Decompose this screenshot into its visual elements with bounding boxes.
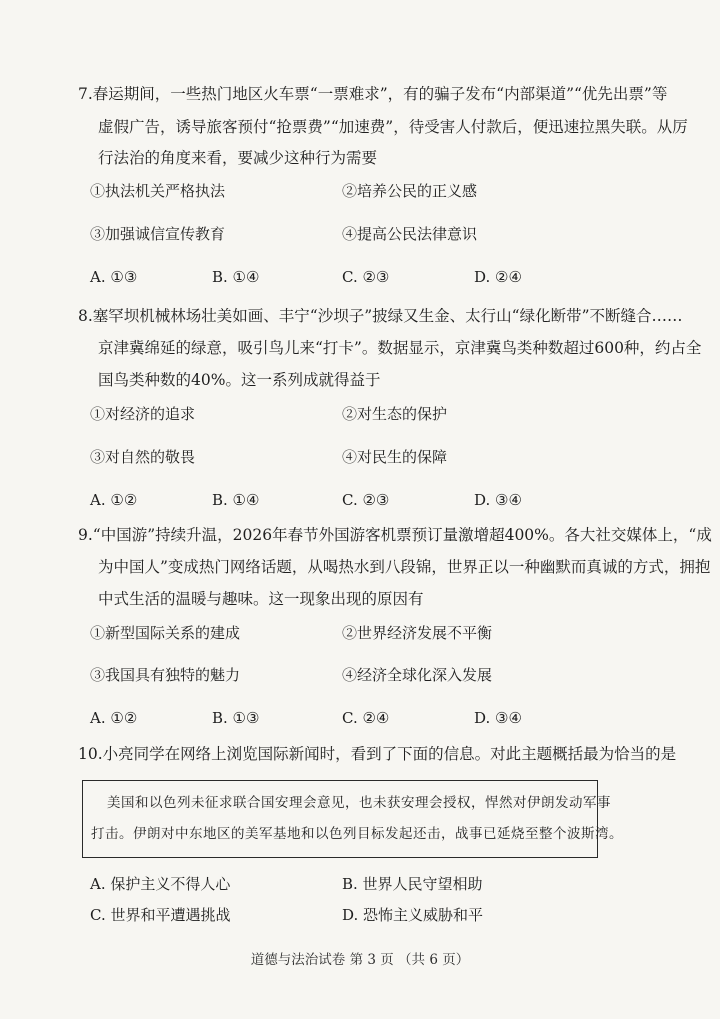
question-10-choice-d: D. 恐怖主义威胁和平 [342, 906, 484, 924]
news-line-2: 打击。伊朗对中东地区的美军基地和以色列目标发起还击，战事已延烧至整个波斯湾。 [91, 826, 623, 842]
question-9-option-4: ④经济全球化深入发展 [342, 666, 493, 684]
question-8-option-1: ①对经济的追求 [90, 405, 196, 423]
question-7-stem-line-2: 虚假广告，诱导旅客预付“抢票费”“加速费”，待受害人付款后，便迅速拉黑失联。从厉 [98, 118, 688, 136]
question-8-stem-line-3: 国鸟类种数的40%。这一系列成就得益于 [98, 371, 381, 389]
question-8-choice-b: B. ①④ [212, 491, 260, 509]
question-9-stem-line-1: 9.“中国游”持续升温，2026年春节外国游客机票预订量激增超400%。各大社交媒体上，“成 [78, 526, 712, 544]
question-8-choice-c: C. ②③ [342, 491, 390, 509]
news-excerpt-box [82, 780, 623, 858]
question-7-option-2: ②培养公民的正义感 [342, 182, 478, 200]
question-9-choice-d: D. ③④ [474, 709, 522, 727]
question-9-stem-line-2: 为中国人”变成热门网络话题，从喝热水到八段锦，世界正以一种幽默而真诚的方式，拥抱 [98, 558, 711, 576]
question-7-stem-line-3: 行法治的角度来看，要减少这种行为需要 [98, 149, 378, 167]
page-footer: 道德与法治试卷 第 3 页 （共 6 页） [250, 952, 470, 968]
question-9-option-3: ③我国具有独特的魅力 [90, 666, 241, 684]
question-7-stem-line-1: 7.春运期间，一些热门地区火车票“一票难求”，有的骗子发布“内部渠道”“优先出票”等 [78, 85, 668, 103]
question-8-choice-a: A. ①② [90, 491, 138, 509]
question-9-stem-line-3: 中式生活的温暖与趣味。这一现象出现的原因有 [98, 590, 424, 608]
question-10-stem-line-1: 10.小亮同学在网络上浏览国际新闻时，看到了下面的信息。对此主题概括最为恰当的是 [78, 745, 677, 763]
question-8-stem-line-2: 京津冀绵延的绿意，吸引鸟儿来“打卡”。数据显示，京津冀鸟类种数超过600种，约占全 [98, 339, 702, 357]
question-10-choice-c: C. 世界和平遭遇挑战 [90, 906, 231, 924]
question-7-choice-a: A. ①③ [90, 268, 138, 286]
news-line-1: 美国和以色列未征求联合国安理会意见，也未获安理会授权，悍然对伊朗发动军事 [107, 795, 611, 811]
question-9-option-2: ②世界经济发展不平衡 [342, 624, 493, 642]
question-10-choice-b: B. 世界人民守望相助 [342, 875, 483, 893]
question-8-option-4: ④对民生的保障 [342, 448, 448, 466]
question-8-option-3: ③对自然的敬畏 [90, 448, 196, 466]
question-7-choice-d: D. ②④ [474, 268, 522, 286]
question-9-choice-a: A. ①② [90, 709, 138, 727]
question-7-option-1: ①执法机关严格执法 [90, 182, 226, 200]
question-8-choice-d: D. ③④ [474, 491, 522, 509]
question-7-choice-c: C. ②③ [342, 268, 390, 286]
question-9-choice-c: C. ②④ [342, 709, 390, 727]
question-9-option-1: ①新型国际关系的建成 [90, 624, 241, 642]
question-7-option-4: ④提高公民法律意识 [342, 225, 478, 243]
question-8-stem-line-1: 8.塞罕坝机械林场壮美如画、丰宁“沙坝子”披绿又生金、太行山“绿化断带”不断缝合…… [78, 307, 683, 325]
question-7-option-3: ③加强诚信宣传教育 [90, 225, 226, 243]
question-7-choice-b: B. ①④ [212, 268, 260, 286]
question-9-choice-b: B. ①③ [212, 709, 260, 727]
question-10-choice-a: A. 保护主义不得人心 [90, 875, 231, 893]
question-8-option-2: ②对生态的保护 [342, 405, 448, 423]
